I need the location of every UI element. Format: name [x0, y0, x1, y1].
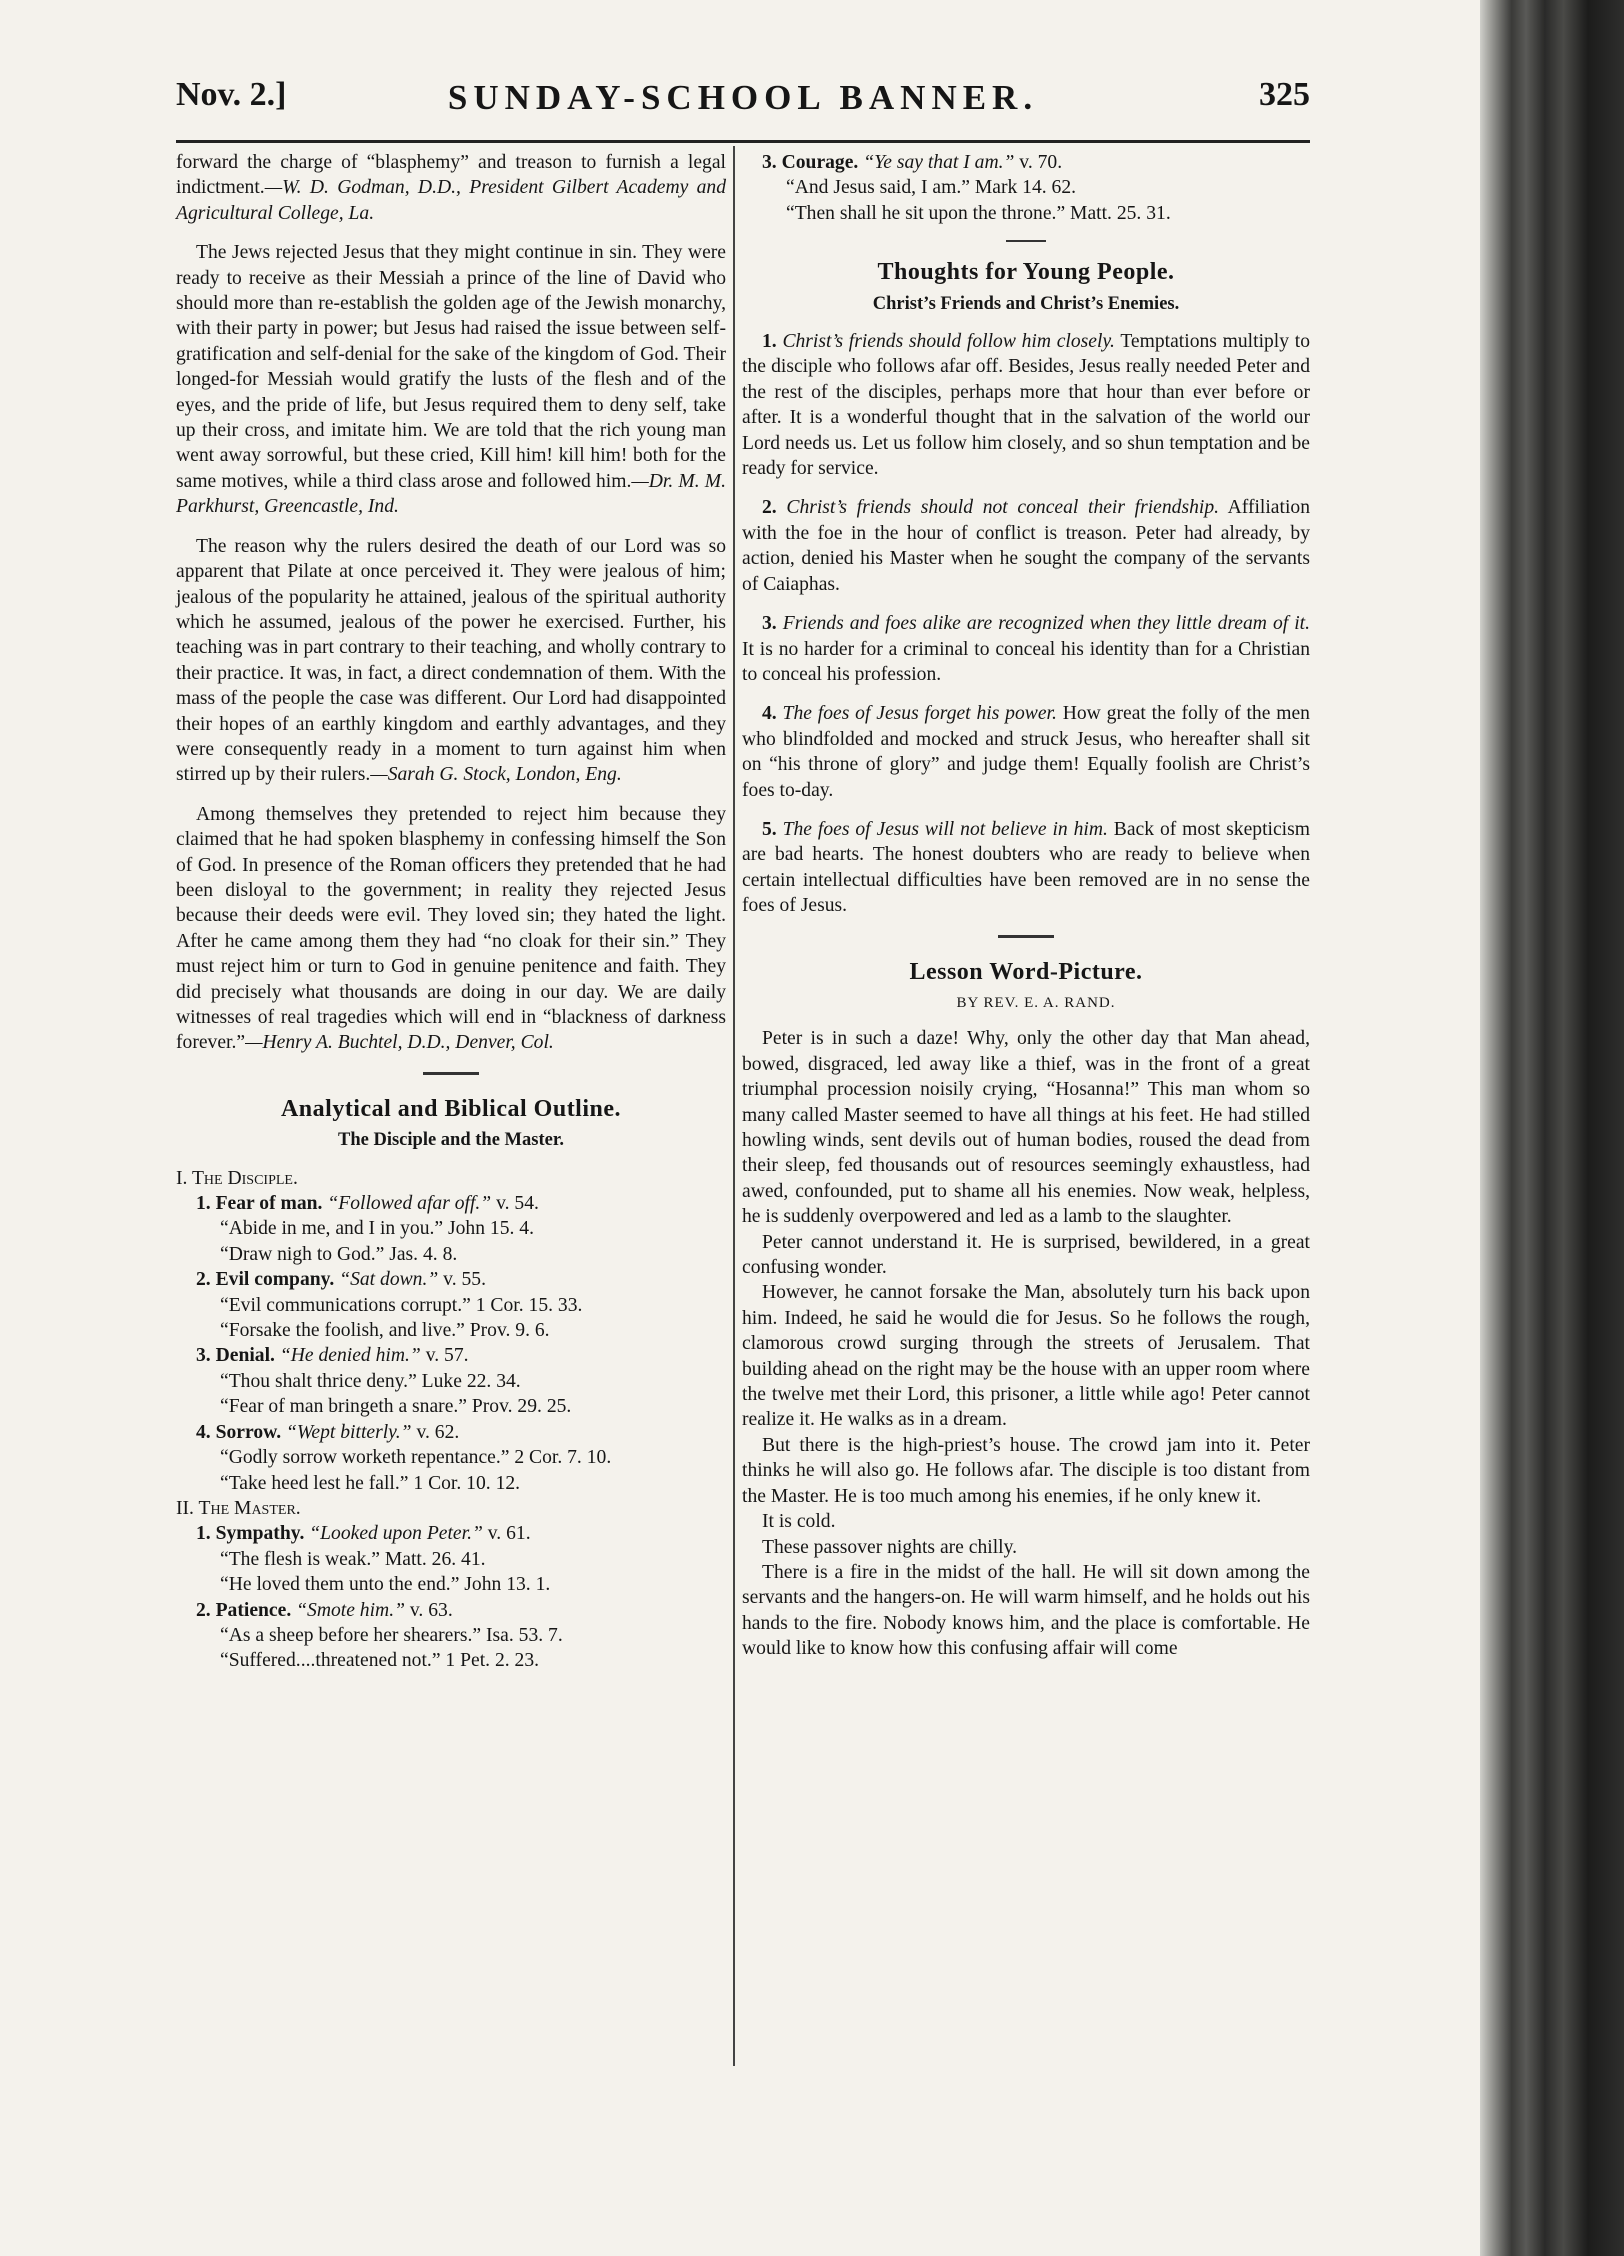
publication-title: SUNDAY-SCHOOL BANNER.: [447, 78, 1039, 117]
right-column: [742, 150, 1310, 1662]
thought-item: 3. Friends and foes alike are recognized when they little dream of it. It is no harder for a criminal to conceal his identity than for a Christian to conceal his profession.: [742, 613, 1311, 685]
outline-reference: “And Jesus said, I am.” Mark 14. 62.: [786, 177, 1077, 199]
outline-reference: “Suffered....threatened not.” 1 Pet. 2. 23.: [220, 1650, 540, 1672]
outline-item: 2. Evil company. “Sat down.” v. 55.: [196, 1269, 486, 1291]
issue-date: Nov. 2.]: [176, 76, 287, 113]
column-divider: [733, 146, 735, 2066]
outline-reference: “Evil communications corrupt.” 1 Cor. 15. 33.: [220, 1294, 583, 1316]
outline-reference: “Then shall he sit upon the throne.” Matt. 25. 31.: [786, 202, 1171, 224]
thoughts-heading: Thoughts for Young People.: [877, 259, 1175, 286]
running-header: [176, 76, 1310, 136]
outline-item: 2. Patience. “Smote him.” v. 63.: [196, 1599, 453, 1621]
lesson-paragraph: Peter cannot understand it. He is surprised, bewildered, in a great confusing wonder.: [742, 1231, 1310, 1279]
thought-item: 4. The foes of Jesus forget his power. How great the folly of the men who blindfolded and mocked and struck Jesus, who hereafter shall sit on “his throne of glory” and judge them! Equally foolish are Christ’s foes to-day.: [742, 703, 1310, 801]
paragraph-stock: The reason why the rulers desired the death of our Lord was so apparent that Pilate at once perceived it. They were jealous of him; jealous of the popularity he attained, jealous of the spiritual authority which he assumed, jealous of the power he exercised. Further, his teaching was in part contrary to their teaching, and wholly contrary to their practice. It was, in fact, a direct condemnation of them. With the mass of the people the case was different. Our Lord had disappointed their hopes of an earthly kingdom and earthly advantages, and they were consequently ready in a moment to turn against him when stirred up by their rulers.—Sarah G. Stock, London, Eng.: [176, 535, 726, 786]
lesson-paragraph: However, he cannot forsake the Man, absolutely turn his back upon him. Indeed, he said he would die for Jesus. So he follows the rough, clamorous crowd surging through the streets of Jerusalem. That building ahead on the right may be the house with an upper room where the twelve met their Lord, this prisoner, a little while ago! Peter cannot realize it. He walks as in a dream.: [742, 1282, 1310, 1431]
lesson-byline: BY REV. E. A. RAND.: [956, 994, 1116, 1011]
page-number: 325: [1259, 76, 1310, 113]
outline-item: 3. Denial. “He denied him.” v. 57.: [196, 1345, 469, 1367]
lesson-paragraph: There is a fire in the midst of the hall. He will sit down among the servants and the hangers-on. He will warm himself, and he holds out his hands to the fire. Nobody knows him, and the place is comfortable. He would like to know how this confusing affair will come: [742, 1561, 1310, 1660]
lesson-paragraph: But there is the high-priest’s house. The crowd jam into it. Peter thinks he will also go. He follows afar. The disciple is too distant from the Master. He is too much among his enemies, if he only knew it.: [742, 1434, 1310, 1507]
lesson-heading: Lesson Word-Picture.: [909, 958, 1143, 985]
outline-reference: “Abide in me, and I in you.” John 15. 4.: [220, 1218, 534, 1240]
outline-reference: “Take heed lest he fall.” 1 Cor. 10. 12.: [220, 1472, 521, 1494]
outline-subheading: The Disciple and the Master.: [338, 1130, 564, 1151]
outline-part-title: I. The Disciple.: [176, 1167, 298, 1189]
left-column: [176, 150, 726, 1674]
outline-reference: “He loved them unto the end.” John 13. 1.: [220, 1574, 551, 1596]
outline-reference: “Draw nigh to God.” Jas. 4. 8.: [220, 1243, 458, 1265]
thought-item: 1. Christ’s friends should follow him closely. Temptations multiply to the disciple who follows afar off. Besides, Jesus really needed Peter and the rest of the disciples, perhaps more that hour than ever before or after. It is a wonderful thought that in the salvation of the world our Lord needs us. Let us follow him closely, and so shun temptation and be ready for service.: [742, 331, 1311, 480]
author-credit: —W. D. Godman, D.D., President Gilbert Academy and Agricultural College, La.: [176, 177, 726, 224]
outline-reference: “Thou shalt thrice deny.” Luke 22. 34.: [220, 1370, 521, 1392]
author-credit: —Dr. M. M. Parkhurst, Greencastle, Ind.: [176, 470, 726, 518]
thoughts-subheading: Christ’s Friends and Christ’s Enemies.: [872, 293, 1180, 314]
outline-part-title: II. The Master.: [176, 1497, 301, 1519]
paragraph-godman: forward the charge of “blasphemy” and treason to furnish a legal indictment.—W. D. Godman, D.D., President Gilbert Academy and Agricultural College, La.: [176, 152, 726, 224]
section-separator: [1006, 240, 1046, 242]
outline-reference: “As a sheep before her shearers.” Isa. 53. 7.: [220, 1624, 563, 1646]
outline-heading: Analytical and Biblical Outline.: [280, 1095, 622, 1122]
lesson-paragraph: It is cold.: [762, 1511, 836, 1533]
outline-reference: “The flesh is weak.” Matt. 26. 41.: [220, 1548, 486, 1570]
outline-item: 4. Sorrow. “Wept bitterly.” v. 62.: [196, 1421, 460, 1443]
book-spine-edge: [1480, 0, 1624, 2256]
outline-reference: “Godly sorrow worketh repentance.” 2 Cor. 7. 10.: [220, 1447, 612, 1469]
paragraph-buchtel: Among themselves they pretended to reject him because they claimed that he had spoken blasphemy in confessing himself the Son of God. In presence of the Roman officers they pretended that he had been disloyal to the government; in reality they rejected Jesus because their deeds were evil. They loved sin; they hated the light. After he came among them they had “no cloak for their sin.” They must reject him or turn to God in genuine penitence and faith. They did precisely what thousands are doing in our day. We are daily witnesses of real tragedies which will end in “blackness of darkness forever.”—Henry A. Buchtel, D.D., Denver, Col.: [176, 803, 726, 1054]
section-separator: [423, 1072, 479, 1075]
thought-item: 5. The foes of Jesus will not believe in him. Back of most skepticism are bad hearts. The honest doubters who are ready to believe when certain intellectual difficulties have been removed are in no sense the foes of Jesus.: [742, 818, 1310, 917]
outline-item: 1. Fear of man. “Followed afar off.” v. 54.: [196, 1193, 539, 1215]
lesson-paragraph: These passover nights are chilly.: [762, 1536, 1018, 1558]
outline-reference: “Forsake the foolish, and live.” Prov. 9. 6.: [220, 1320, 550, 1342]
outline-continued: [742, 150, 1310, 226]
thought-item: 2. Christ’s friends should not conceal their friendship. Affiliation with the foe in the hour of conflict is treason. Peter had already, by action, denied his Master when he sought the company of the servants of Caiaphas.: [742, 497, 1310, 595]
section-separator: [998, 935, 1054, 938]
outline-reference: “Fear of man bringeth a snare.” Prov. 29. 25.: [220, 1396, 572, 1418]
lesson-paragraph: Peter is in such a daze! Why, only the other day that Man ahead, bowed, disgraced, led away like a thief, was in the front of a great triumphal procession noisily crying, “Hosanna!” This man whom so many called Master seemed to have all things at his feet. He had stilled howling winds, sent devils out of human bodies, roused the dead from their sleep, fed thousands out of resources seemingly exhaustless, had awed, confounded, put to shame all his enemies. Now weak, helpless, he is suddenly overpowered and led as a lamb to the slaughter.: [742, 1028, 1310, 1228]
header-rule: [176, 140, 1310, 143]
author-credit: —Sarah G. Stock, London, Eng.: [370, 764, 622, 786]
outline-list: [176, 1166, 726, 1674]
outline-item: 1. Sympathy. “Looked upon Peter.” v. 61.: [196, 1523, 531, 1545]
paragraph-parkhurst: The Jews rejected Jesus that they might continue in sin. They were ready to receive as their Messiah a prince of the line of David who should more than re-establish the golden age of the Jewish monarchy, with their party in power; but Jesus had raised the issue between self-gratification and self-denial for the sake of the kingdom of God. Their longed-for Messiah would gratify the lusts of the flesh and of the eyes, and the pride of life, but Jesus required them to deny self, take up their cross, and imitate him. We are told that the rich young man went away sorrowful, but these cried, Kill him! kill him! both for the same motives, while a third class arose and followed him.—Dr. M. M. Parkhurst, Greencastle, Ind.: [176, 242, 726, 518]
author-credit: —Henry A. Buchtel, D.D., Denver, Col.: [245, 1032, 554, 1054]
outline-item: 3. Courage. “Ye say that I am.” v. 70.: [762, 152, 1063, 173]
